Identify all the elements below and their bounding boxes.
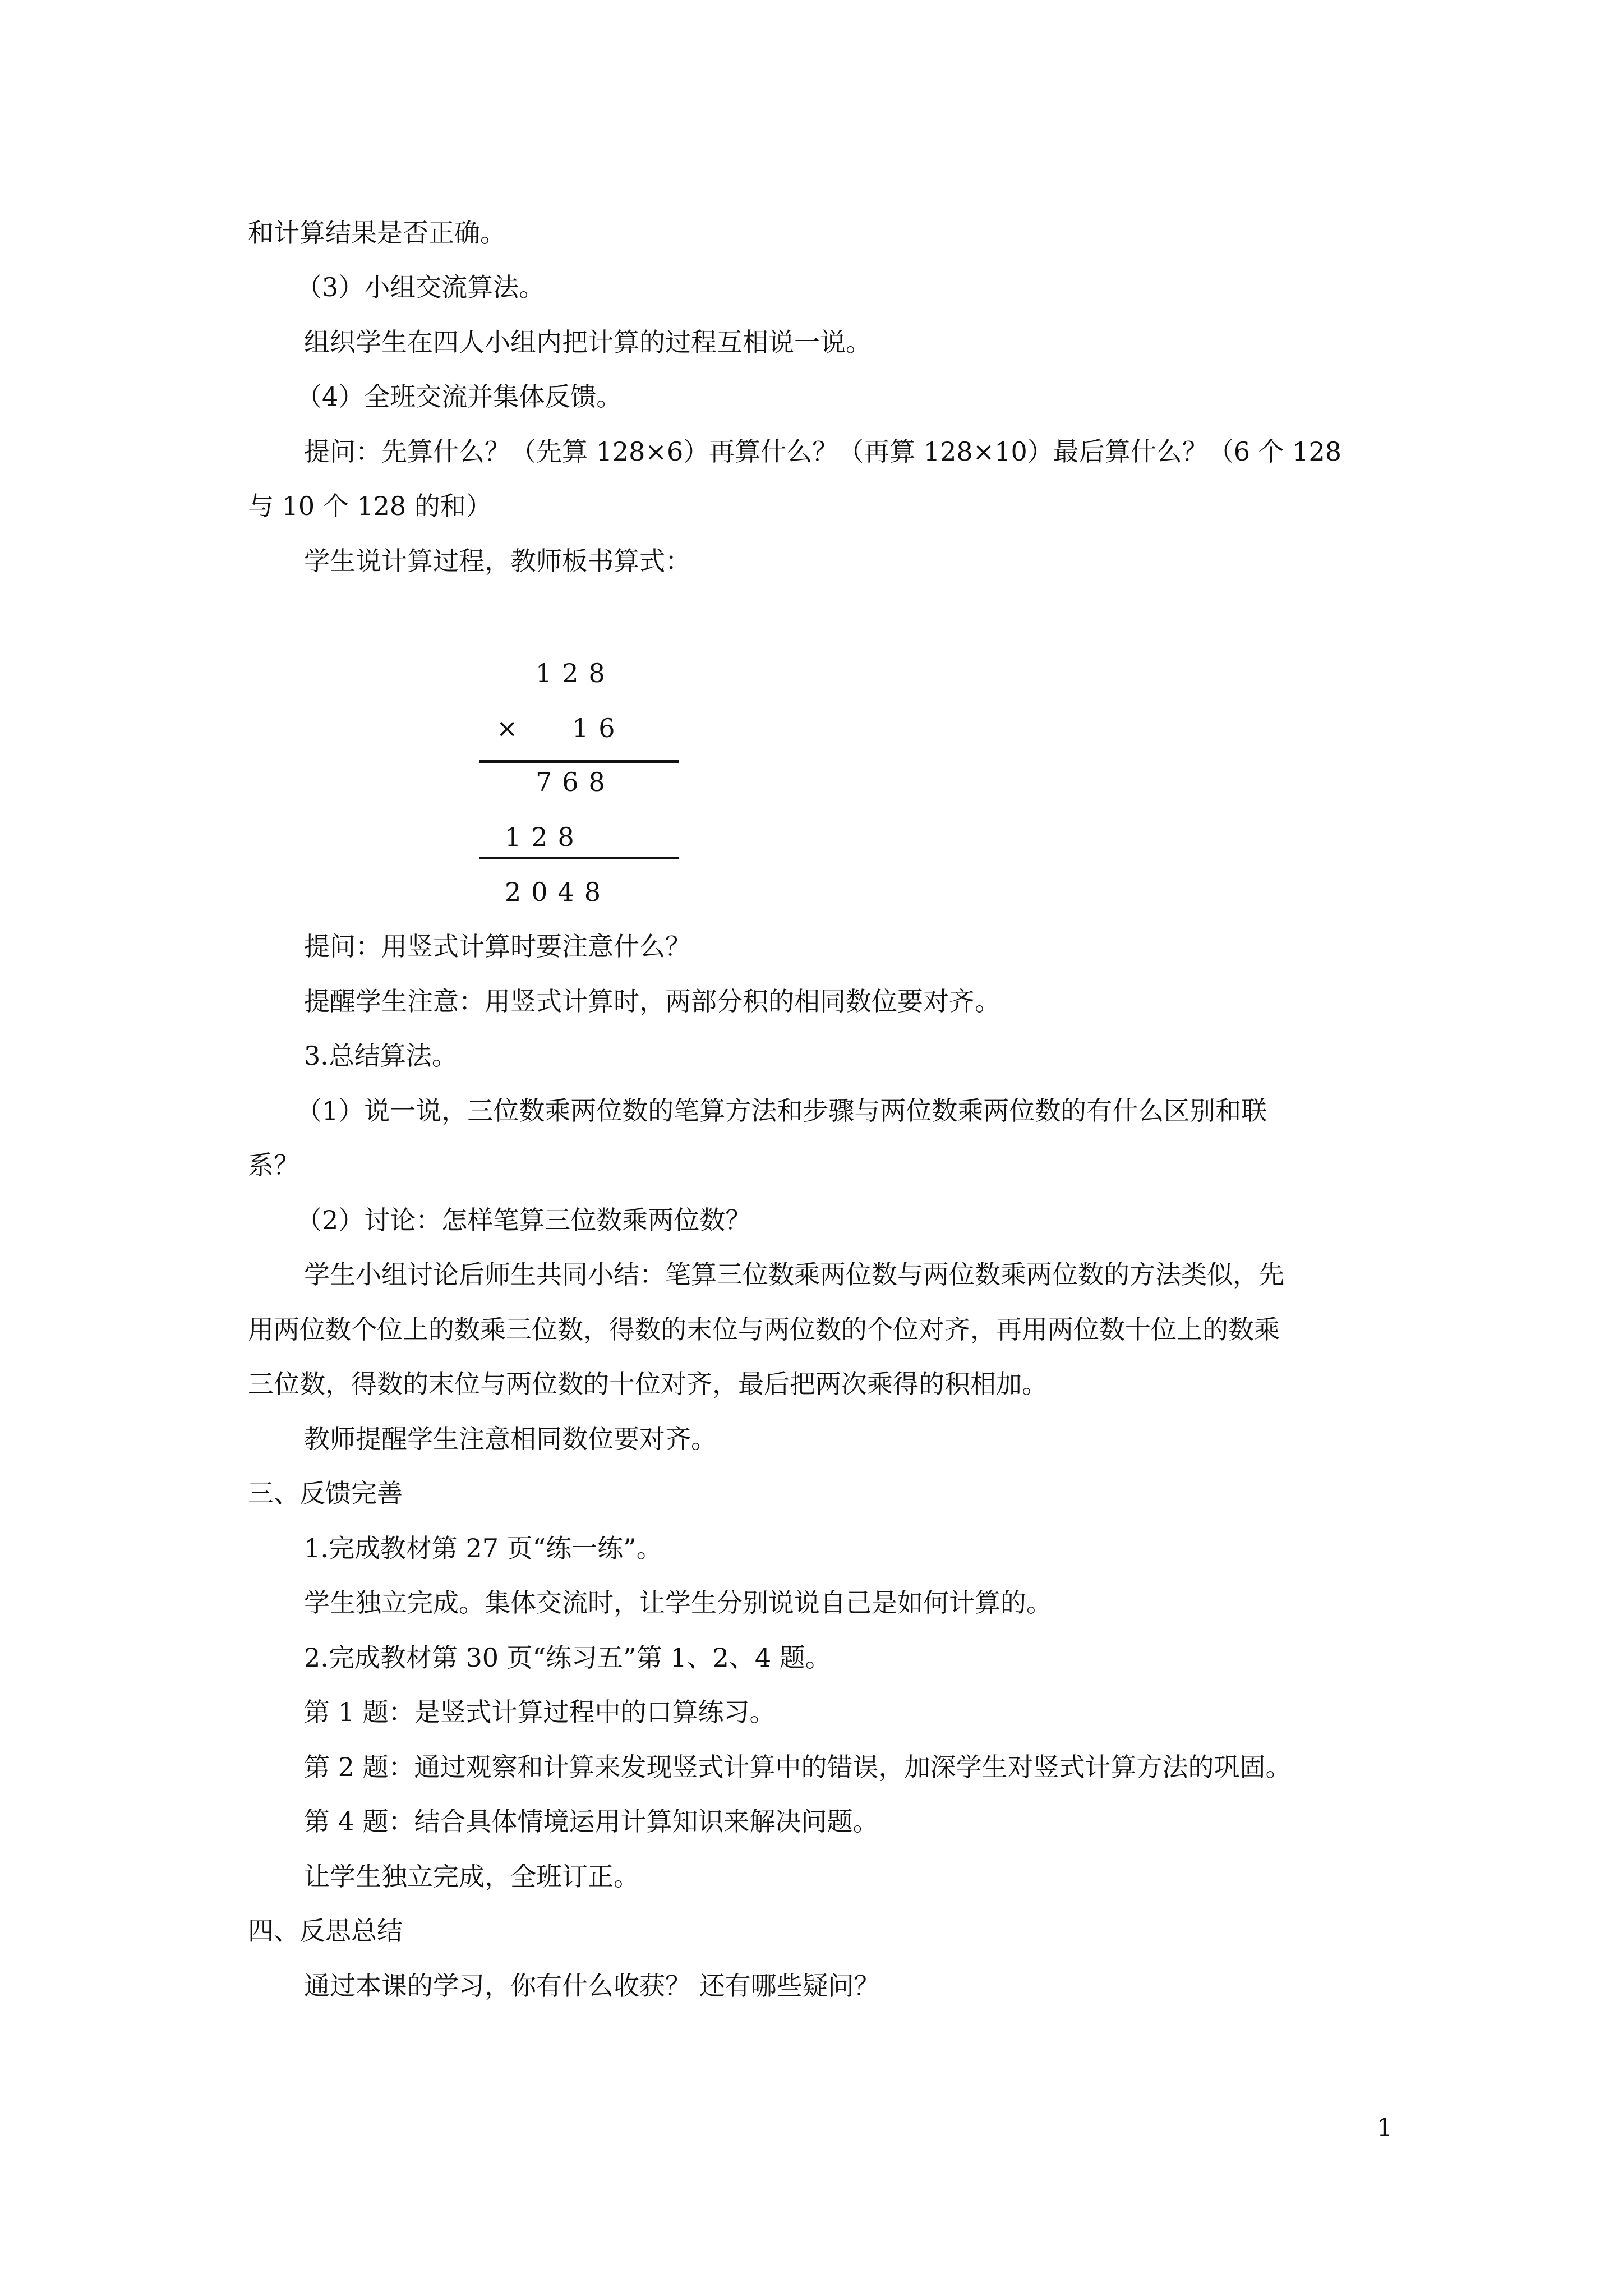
calc-rule-bottom (479, 857, 679, 859)
text-line-23: 第 2 题：通过观察和计算来发现竖式计算中的错误，加深学生对竖式计算方法的巩固。 (304, 1752, 1292, 1782)
text-line-4: （4）全班交流并集体反馈。 (296, 381, 623, 412)
calc-partial-1: 768 (536, 767, 615, 797)
text-line-11: （1）说一说，三位数乘两位数的笔算方法和步骤与两位数乘两位数的有什么区别和联 (296, 1096, 1267, 1126)
section-heading-reflection: 四、反思总结 (248, 1916, 403, 1946)
text-line-2: （3）小组交流算法。 (296, 272, 545, 302)
text-line-1: 和计算结果是否正确。 (248, 218, 506, 248)
text-line-19: 1.完成教材第 27 页“练一练”。 (304, 1533, 662, 1563)
calc-partial-2: 128 (505, 822, 584, 852)
text-line-20: 学生独立完成。集体交流时，让学生分别说说自己是如何计算的。 (304, 1588, 1052, 1618)
calc-multiplier: 16 (572, 713, 625, 743)
page-number: 1 (1377, 2114, 1393, 2142)
text-line-21: 2.完成教材第 30 页“练习五”第 1、2、4 题。 (304, 1642, 831, 1673)
text-line-15: 用两位数个位上的数乘三位数，得数的末位与两位数的个位对齐，再用两位数十位上的数乘 (248, 1314, 1280, 1345)
section-heading-feedback: 三、反馈完善 (248, 1478, 403, 1508)
text-line-7: 学生说计算过程，教师板书算式： (304, 546, 691, 576)
text-line-24: 第 4 题：结合具体情境运用计算知识来解决问题。 (304, 1806, 879, 1837)
text-line-13: （2）讨论：怎样笔算三位数乘两位数？ (296, 1205, 751, 1235)
text-line-27: 通过本课的学习，你有什么收获？ 还有哪些疑问？ (304, 1971, 880, 2001)
text-line-5: 提问：先算什么？（先算 128×6）再算什么？（再算 128×10）最后算什么？（6 个 128 (304, 436, 1342, 467)
text-line-14: 学生小组讨论后师生共同小结：笔算三位数乘两位数与两位数乘两位数的方法类似，先 (304, 1259, 1284, 1290)
text-line-6: 与 10 个 128 的和） (248, 491, 492, 521)
calc-product: 2048 (505, 877, 611, 907)
text-line-25: 让学生独立完成，全班订正。 (304, 1861, 639, 1892)
text-line-22: 第 1 题：是竖式计算过程中的口算练习。 (304, 1697, 776, 1727)
text-line-12: 系？ (248, 1150, 299, 1180)
text-line-9: 提醒学生注意：用竖式计算时，两部分积的相同数位要对齐。 (304, 986, 1000, 1016)
section-heading-3: 3.总结算法。 (304, 1041, 458, 1071)
text-line-8: 提问：用竖式计算时要注意什么？ (304, 931, 691, 961)
calc-rule-top (479, 760, 679, 763)
text-line-3: 组织学生在四人小组内把计算的过程互相说一说。 (304, 327, 872, 357)
text-line-17: 教师提醒学生注意相同数位要对齐。 (304, 1424, 717, 1454)
calc-multiplicand: 128 (536, 658, 615, 688)
calc-operator: × (496, 713, 528, 743)
text-line-16: 三位数，得数的末位与两位数的十位对齐，最后把两次乘得的积相加。 (248, 1369, 1048, 1399)
